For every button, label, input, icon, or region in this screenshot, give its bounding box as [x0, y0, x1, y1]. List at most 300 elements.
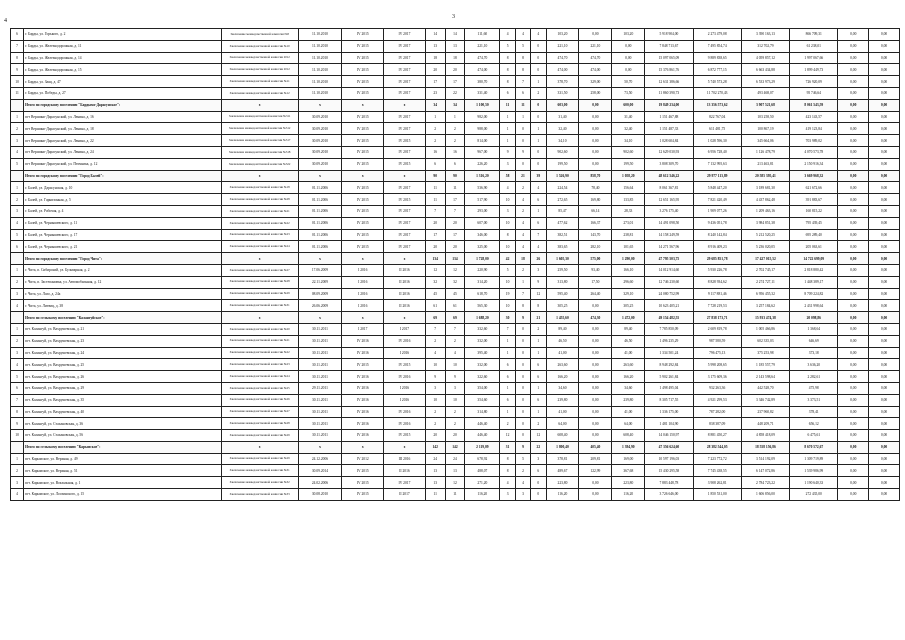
table-cell: 446,40	[465, 430, 500, 442]
table-cell: 1 498 495,04	[645, 382, 693, 394]
table-cell: 3 984 851,38	[741, 217, 789, 229]
table-cell: 0	[515, 335, 530, 347]
table-cell: 9	[515, 312, 530, 324]
table-cell: 0,00	[869, 276, 900, 288]
table-cell: 3	[531, 453, 546, 465]
table-cell: 902,60	[546, 146, 579, 158]
table-cell: 10	[500, 300, 515, 312]
table-cell: 10	[425, 394, 445, 406]
table-cell: 41,00	[546, 347, 579, 359]
table-cell: 1	[500, 135, 515, 147]
table-cell: x	[342, 99, 384, 111]
table-cell: IV 2015	[342, 158, 384, 170]
table-cell: 10	[11, 76, 24, 88]
table-row	[11, 205, 900, 217]
table-cell: IV 2015	[342, 241, 384, 253]
table-cell: IV 2015	[342, 182, 384, 194]
table-cell: 17	[445, 229, 465, 241]
table-cell: 1 997 067,66	[790, 52, 838, 64]
table-cell: IV 2016	[342, 347, 384, 359]
table-cell: 2 150 916,34	[790, 158, 838, 170]
table-cell: 34,10	[612, 135, 645, 147]
table-cell: 3 636,20	[790, 359, 838, 371]
table-cell: 85,47	[546, 205, 579, 217]
table-cell: 69	[425, 312, 445, 324]
table-cell: 0	[515, 123, 530, 135]
table-cell: Итого по сельскому поселению "Карымское":	[24, 441, 222, 453]
table-cell: 0,00	[579, 111, 612, 123]
table-cell: 29 977 113,89	[693, 170, 741, 182]
table-cell: 0	[531, 64, 546, 76]
table-cell	[11, 441, 24, 453]
table-cell: 264,40	[579, 288, 612, 300]
table-cell: 45	[425, 288, 445, 300]
table-cell: г. Балей, ул. Чернышевского, д. 21	[24, 241, 222, 253]
table-cell: 166,20	[546, 371, 579, 383]
table-cell: 332,00	[465, 359, 500, 371]
table-cell: пгт. Калангуй, ул. Вахрушевская, д. 40	[24, 406, 222, 418]
table-cell: 3 514 192,09	[741, 453, 789, 465]
table-cell: 0,00	[869, 229, 900, 241]
table-cell: 0,00	[838, 359, 869, 371]
table-cell: 111,60	[465, 29, 500, 41]
table-cell: 1 316,20	[465, 170, 500, 182]
table-cell: Итого по городскому поселению "Город Чита":	[24, 253, 222, 265]
table-cell: 15 376 861,76	[645, 64, 693, 76]
table-cell: 5 236 020,05	[741, 241, 789, 253]
table-cell: 1 496 235,29	[645, 335, 693, 347]
table-cell: 3 908 262,81	[693, 477, 741, 489]
table-cell: 314,80	[465, 406, 500, 418]
table-cell: 166,10	[612, 264, 645, 276]
table-cell: 0	[515, 371, 530, 383]
table-cell: 0,00	[838, 253, 869, 265]
table-cell: 2	[445, 418, 465, 430]
table-cell: 20 098,86	[790, 312, 838, 324]
table-cell: 0	[515, 158, 530, 170]
table-cell: 1	[11, 453, 24, 465]
table-cell: 7 785 850,09	[645, 323, 693, 335]
table-cell: 329,10	[612, 288, 645, 300]
table-cell: 814,00	[465, 135, 500, 147]
table-cell: IV 2015	[342, 359, 384, 371]
table-cell: 477,62	[546, 217, 579, 229]
table-cell: IV 2015	[342, 52, 384, 64]
table-cell: 0,00	[838, 194, 869, 206]
table-cell: 48 612 546,22	[645, 170, 693, 182]
table-cell: 9	[445, 371, 465, 383]
table-cell: 3	[531, 264, 546, 276]
table-cell: 1 539 986,99	[790, 465, 838, 477]
table-cell: 8	[500, 52, 515, 64]
table-cell: 224,54	[546, 182, 579, 194]
table-cell: 8	[500, 453, 515, 465]
table-cell: 1 605,30	[546, 253, 579, 265]
table-cell: 116,20	[612, 489, 645, 501]
table-cell: I 2016	[342, 300, 384, 312]
table-cell: 313,80	[546, 276, 579, 288]
table-cell: 26.06.2009	[298, 300, 342, 312]
table-cell: 9 436 051,78	[693, 217, 741, 229]
table-cell: 9	[425, 371, 445, 383]
table-cell: 30.09.2014	[298, 465, 342, 477]
table-cell: 19 849 234,00	[645, 99, 693, 111]
table-cell: 5 902 261,84	[645, 371, 693, 383]
table-cell: 866 709,31	[790, 29, 838, 41]
table-cell: 0	[515, 359, 530, 371]
table-cell: IV 2017	[384, 40, 426, 52]
table-cell: 15 430 295,58	[645, 465, 693, 477]
table-cell: 8 061 367,81	[645, 182, 693, 194]
table-cell: 34,60	[612, 382, 645, 394]
table-cell: 0,00	[838, 29, 869, 41]
table-cell: 0,00	[838, 406, 869, 418]
table-cell: 6	[515, 87, 530, 99]
table-cell: 0,00	[838, 323, 869, 335]
table-cell: 169,80	[579, 194, 612, 206]
table-cell: 932 263,36	[693, 382, 741, 394]
table-cell: 34,10	[546, 135, 579, 147]
table-cell: 9	[515, 146, 530, 158]
table-cell: пгт. Калангуй, ул. Вахрушевская, д. 29	[24, 382, 222, 394]
table-cell: 221,10	[465, 40, 500, 52]
table-cell: 4	[500, 477, 515, 489]
table-cell: Заключение межведомственной комиссии №31	[221, 300, 298, 312]
table-cell: 474,30	[579, 312, 612, 324]
table-cell: 0,00	[869, 76, 900, 88]
table-cell: 8	[515, 64, 530, 76]
table-cell: 646,69	[790, 335, 838, 347]
table-cell: 17 427 015,52	[741, 253, 789, 265]
table-cell: 10	[11, 430, 24, 442]
housing-relocation-table	[10, 28, 900, 501]
table-cell: IV 2016	[342, 394, 384, 406]
table-cell: 0,00	[838, 111, 869, 123]
table-cell: 30.08.2010	[298, 489, 342, 501]
table-cell: 156,64	[612, 182, 645, 194]
table-cell: Заключение межведомственной комиссии №29	[221, 288, 298, 300]
table-row	[11, 229, 900, 241]
table-row	[11, 276, 900, 288]
table-cell: II 2016	[384, 264, 426, 276]
table-cell: II 2016	[384, 465, 426, 477]
table-cell: 6	[500, 394, 515, 406]
table-cell: 11	[425, 182, 445, 194]
table-cell: 448 209,71	[741, 418, 789, 430]
table-cell: 474,00	[579, 64, 612, 76]
table-cell: 6 147 072,86	[741, 465, 789, 477]
table-cell: 332,00	[465, 335, 500, 347]
table-cell: IV 2015	[342, 229, 384, 241]
table-cell: x	[221, 253, 298, 265]
table-cell: 0,00	[838, 170, 869, 182]
table-cell: 4 921 299,53	[693, 394, 741, 406]
table-cell: 8	[515, 300, 530, 312]
table-cell: 0,00	[838, 288, 869, 300]
table-cell: 474,00	[465, 64, 500, 76]
table-cell: 103,20	[546, 29, 579, 41]
table-cell: 169,00	[612, 453, 645, 465]
table-cell: x	[384, 170, 426, 182]
table-cell: 8	[500, 76, 515, 88]
table-cell: 0,00	[869, 477, 900, 489]
table-cell: Заключение межведомственной комиссии №29	[221, 430, 298, 442]
table-cell: Заключение межведомственной комиссии №32	[221, 477, 298, 489]
table-cell: 12 651 165,95	[645, 194, 693, 206]
table-cell: 0,00	[869, 158, 900, 170]
table-cell: 17	[425, 76, 445, 88]
table-cell: 8 916 409,23	[693, 241, 741, 253]
table-cell: IV 2016	[384, 335, 426, 347]
table-cell: 345 664,06	[741, 135, 789, 147]
table-cell: 1	[11, 111, 24, 123]
table-cell: 1	[11, 182, 24, 194]
table-cell: Заключение межведомственной комиссии №31	[221, 465, 298, 477]
table-cell: IV 2017	[384, 241, 426, 253]
table-cell: 0,00	[838, 135, 869, 147]
table-cell: 305,25	[612, 300, 645, 312]
table-cell: 0,00	[838, 477, 869, 489]
table-cell: 354,00	[465, 382, 500, 394]
table-cell: 22	[445, 87, 465, 99]
table-cell: 0	[515, 430, 530, 442]
table-cell: пгт. Калангуй, ул. Вахрушевская, д. 23	[24, 335, 222, 347]
table-cell: 134	[425, 253, 445, 265]
table-cell: 1	[531, 347, 546, 359]
table-cell: IV 2015	[342, 135, 384, 147]
table-cell: 142	[445, 441, 465, 453]
table-cell: 7	[425, 323, 445, 335]
table-cell: 575,00	[579, 253, 612, 265]
corner-mark: 4	[4, 18, 7, 24]
table-cell: 0,00	[869, 465, 900, 477]
table-cell: 1	[531, 76, 546, 88]
table-cell: 142	[425, 441, 445, 453]
table-cell: 0,00	[579, 123, 612, 135]
table-row	[11, 323, 900, 335]
table-cell: 213 463,81	[741, 158, 789, 170]
table-cell: 7	[425, 205, 445, 217]
table-cell: 16	[425, 146, 445, 158]
table-cell: 1 151 487,33	[645, 123, 693, 135]
table-cell: 0,00	[579, 335, 612, 347]
table-cell: 01.11.2006	[298, 182, 342, 194]
table-cell: II 2017	[384, 489, 426, 501]
table-cell: г. Чита, ул. Лазо, д. 24а	[24, 288, 222, 300]
table-cell: 0,00	[869, 99, 900, 111]
table-cell: 10	[500, 241, 515, 253]
table-cell: IV 2016	[384, 371, 426, 383]
table-cell: 0,00	[869, 382, 900, 394]
table-cell: 305,25	[546, 300, 579, 312]
table-cell: 3	[11, 205, 24, 217]
table-cell: 4	[515, 217, 530, 229]
table-cell: 2	[11, 465, 24, 477]
table-cell: 6	[500, 359, 515, 371]
table-cell: 2	[11, 276, 24, 288]
table-cell: 69	[445, 312, 465, 324]
table-cell: 258,00	[579, 87, 612, 99]
table-cell: IV 2016	[342, 430, 384, 442]
table-cell: 3	[11, 477, 24, 489]
table-cell: 6 663 434,88	[741, 64, 789, 76]
table-cell: 122,99	[579, 465, 612, 477]
table-cell: Заключение межведомственной комиссии №28	[221, 276, 298, 288]
table-cell: 8	[515, 52, 530, 64]
table-cell: 0,00	[579, 489, 612, 501]
table-cell: 8 061 543,59	[790, 99, 838, 111]
table-row	[11, 146, 900, 158]
table-cell: 0,00	[869, 453, 900, 465]
table-cell: 373,18	[790, 347, 838, 359]
table-cell: 0,00	[838, 99, 869, 111]
table-cell: 8	[500, 229, 515, 241]
table-cell: 0,00	[869, 441, 900, 453]
table-cell: 7	[515, 288, 530, 300]
table-cell: IV 2015	[342, 194, 384, 206]
table-cell: 259,50	[546, 264, 579, 276]
table-cell: 1	[500, 382, 515, 394]
table-cell: IV 2017	[384, 477, 426, 489]
table-cell: 0,00	[869, 371, 900, 383]
table-cell: IV 2017	[384, 217, 426, 229]
table-cell: 8 828 934,62	[693, 276, 741, 288]
table-cell: IV 2017	[384, 205, 426, 217]
table-cell: 489,67	[546, 465, 579, 477]
table-cell: x	[342, 441, 384, 453]
table-cell: 2	[445, 123, 465, 135]
table-cell: Заключение межведомственной комиссии 2012	[221, 52, 298, 64]
table-cell: 1 800,40	[546, 441, 579, 453]
table-row	[11, 87, 900, 99]
table-cell: I 2016	[342, 276, 384, 288]
table-cell: 1 190 640,33	[790, 477, 838, 489]
table-cell: 31,40	[612, 111, 645, 123]
table-cell: 7 848 713,67	[645, 40, 693, 52]
table-cell: Заключение межведомственной комиссии №318	[221, 146, 298, 158]
table-cell: 4	[515, 29, 530, 41]
table-row	[11, 182, 900, 194]
table-cell: 1 394,90	[612, 441, 645, 453]
table-cell: 28 382 544,05	[693, 441, 741, 453]
table-cell: 3	[425, 382, 445, 394]
table-cell: 6	[445, 158, 465, 170]
table-cell: 795 439,45	[790, 217, 838, 229]
table-cell: 10 623 405,21	[645, 300, 693, 312]
table-cell: 3 907 521,68	[741, 99, 789, 111]
table-cell: IV 2015	[342, 217, 384, 229]
table-cell: 902,60	[612, 146, 645, 158]
table-cell: 395,40	[465, 347, 500, 359]
table-cell: 1	[531, 123, 546, 135]
table-cell: 0,00	[838, 276, 869, 288]
table-cell: 8 881 450,27	[693, 430, 741, 442]
table-cell: пгт Вершино-Дарасунский, ул. Птичника, д. 12	[24, 158, 222, 170]
table-cell: 11	[515, 99, 530, 111]
table-cell: 6	[531, 394, 546, 406]
table-cell: 0	[515, 347, 530, 359]
table-cell: Заключение межведомственной комиссии №11	[221, 76, 298, 88]
table-cell: 7	[515, 76, 530, 88]
table-cell: Заключение межведомственной комиссии №33	[221, 489, 298, 501]
table-row	[11, 359, 900, 371]
table-cell: 0,00	[869, 205, 900, 217]
table-cell: 199,50	[612, 158, 645, 170]
table-cell: 1 336 175,00	[645, 406, 693, 418]
table-cell: 0,00	[869, 406, 900, 418]
table-cell: 0,00	[869, 52, 900, 64]
table-row	[11, 477, 900, 489]
table-cell: пгт. Калангуй, ул. Вахрушевская, д. 35	[24, 394, 222, 406]
table-cell: 116,20	[465, 489, 500, 501]
table-cell: 6	[531, 217, 546, 229]
table-cell: 3	[500, 489, 515, 501]
table-cell: 8	[500, 465, 515, 477]
table-cell: 600,00	[612, 99, 645, 111]
table-cell: 9 117 881,46	[693, 288, 741, 300]
table-cell: I 2016	[384, 394, 426, 406]
table-cell: 0,00	[838, 453, 869, 465]
table-cell: 987 580,59	[693, 335, 741, 347]
table-cell: 5 918 904,00	[645, 29, 693, 41]
table-cell: Заключение межведомственной комиссии №25	[221, 382, 298, 394]
table-cell: 27 838 173,71	[693, 312, 741, 324]
table-cell: 1	[500, 406, 515, 418]
table-cell: 24	[425, 453, 445, 465]
table-cell: 1 028 596,30	[693, 135, 741, 147]
table-cell: 1	[425, 111, 445, 123]
table-cell: II 2016	[384, 300, 426, 312]
table-row	[11, 241, 900, 253]
table-cell: 1	[11, 264, 24, 276]
table-cell: г. Барды, ул. Железнодорожная, д. 11	[24, 40, 222, 52]
table-cell: 0,00	[838, 430, 869, 442]
table-cell: 12	[531, 430, 546, 442]
table-cell: 223,80	[546, 477, 579, 489]
table-cell: 838 387,09	[693, 418, 741, 430]
table-row	[11, 111, 900, 123]
table-cell: 5	[11, 229, 24, 241]
table-cell: пгт. Карымское, ул. Верхняя, д. 49	[24, 453, 222, 465]
table-cell: 4	[515, 241, 530, 253]
table-cell: 93,40	[579, 264, 612, 276]
table-cell: 7 495 854,74	[693, 40, 741, 52]
table-cell: 45	[445, 288, 465, 300]
table-cell: 30.09.2010	[298, 146, 342, 158]
table-cell: 0,00	[838, 394, 869, 406]
table-cell: 0,00	[838, 40, 869, 52]
table-cell: 11.10.2010	[298, 76, 342, 88]
subtotal-row	[11, 441, 900, 453]
table-cell: 11	[425, 194, 445, 206]
table-cell: 0,00	[869, 241, 900, 253]
table-cell: 296,60	[612, 276, 645, 288]
table-cell: 3	[11, 135, 24, 147]
table-cell: 611 481,75	[693, 123, 741, 135]
table-cell: 3	[515, 489, 530, 501]
table-cell: 5 998 208,65	[693, 359, 741, 371]
table-cell: 273,01	[612, 217, 645, 229]
table-cell: 221,10	[546, 40, 579, 52]
table-cell: 0,00	[579, 135, 612, 147]
table-cell	[11, 99, 24, 111]
table-cell: г. Барды, ул. Железнодорожная, д. 14	[24, 52, 222, 64]
table-cell: 13 356 573,62	[693, 99, 741, 111]
table-cell	[11, 312, 24, 324]
table-cell: 20 585 395,41	[741, 170, 789, 182]
table-cell: 2 274 727,11	[741, 276, 789, 288]
table-cell: 8	[11, 52, 24, 64]
